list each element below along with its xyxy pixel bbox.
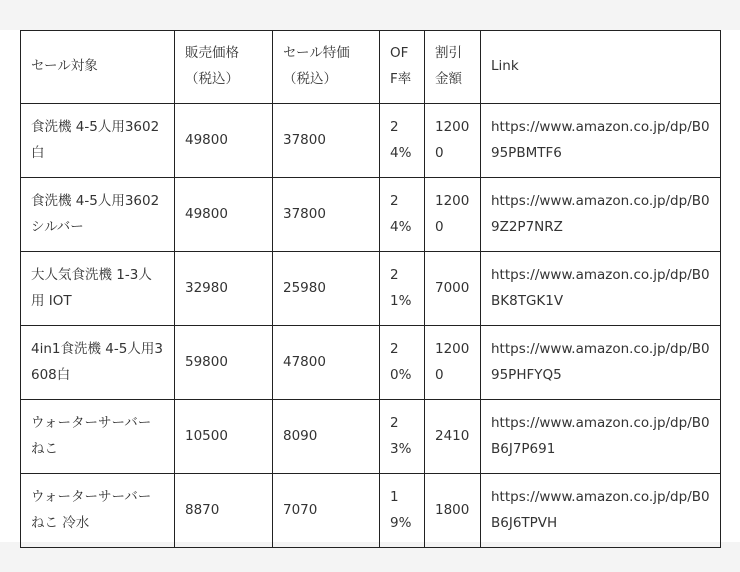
- cell-regular-price: 10500: [175, 400, 273, 474]
- cell-discount-amount: 12000: [425, 104, 481, 178]
- cell-sale-item: 食洗機 4-5人用3602白: [21, 104, 175, 178]
- cell-off-rate: 24%: [380, 178, 425, 252]
- table-row: [21, 104, 721, 178]
- cell-link[interactable]: https://www.amazon.co.jp/dp/B0BK8TGK1V: [481, 252, 721, 326]
- cell-off-rate: 20%: [380, 326, 425, 400]
- header-discount-amount: 割引金額: [425, 31, 481, 104]
- table-row: [21, 178, 721, 252]
- cell-off-rate: 23%: [380, 400, 425, 474]
- cell-off-rate: 21%: [380, 252, 425, 326]
- table-row: [21, 474, 721, 548]
- document-page: [0, 30, 740, 542]
- cell-off-rate: 24%: [380, 104, 425, 178]
- cell-sale-price: 37800: [273, 178, 380, 252]
- cell-link[interactable]: https://www.amazon.co.jp/dp/B0B6J7P691: [481, 400, 721, 474]
- header-regular-price: 販売価格（税込）: [175, 31, 273, 104]
- cell-discount-amount: 12000: [425, 178, 481, 252]
- cell-discount-amount: 1800: [425, 474, 481, 548]
- header-off-rate: OFF率: [380, 31, 425, 104]
- cell-regular-price: 59800: [175, 326, 273, 400]
- cell-regular-price: 8870: [175, 474, 273, 548]
- cell-link[interactable]: https://www.amazon.co.jp/dp/B0B6J6TPVH: [481, 474, 721, 548]
- cell-sale-item: 4in1食洗機 4-5人用3608白: [21, 326, 175, 400]
- cell-discount-amount: 12000: [425, 326, 481, 400]
- table-header-row: [21, 31, 721, 104]
- table-row: [21, 326, 721, 400]
- cell-sale-price: 37800: [273, 104, 380, 178]
- cell-regular-price: 32980: [175, 252, 273, 326]
- cell-link[interactable]: https://www.amazon.co.jp/dp/B095PBMTF6: [481, 104, 721, 178]
- sale-table: [20, 30, 721, 548]
- cell-sale-item: ウォーターサーバーねこ: [21, 400, 175, 474]
- cell-link[interactable]: https://www.amazon.co.jp/dp/B095PHFYQ5: [481, 326, 721, 400]
- cell-sale-item: 食洗機 4-5人用3602シルバー: [21, 178, 175, 252]
- cell-sale-price: 7070: [273, 474, 380, 548]
- cell-sale-price: 47800: [273, 326, 380, 400]
- header-sale-item: セール対象: [21, 31, 175, 104]
- cell-discount-amount: 2410: [425, 400, 481, 474]
- cell-sale-price: 25980: [273, 252, 380, 326]
- cell-link[interactable]: https://www.amazon.co.jp/dp/B09Z2P7NRZ: [481, 178, 721, 252]
- cell-sale-price: 8090: [273, 400, 380, 474]
- cell-regular-price: 49800: [175, 178, 273, 252]
- cell-off-rate: 19%: [380, 474, 425, 548]
- table-row: [21, 400, 721, 474]
- cell-sale-item: ウォーターサーバーねこ 冷水: [21, 474, 175, 548]
- header-link: Link: [481, 31, 721, 104]
- cell-regular-price: 49800: [175, 104, 273, 178]
- cell-sale-item: 大人気食洗機 1-3人用 IOT: [21, 252, 175, 326]
- table-row: [21, 252, 721, 326]
- header-sale-price: セール特価（税込）: [273, 31, 380, 104]
- cell-discount-amount: 7000: [425, 252, 481, 326]
